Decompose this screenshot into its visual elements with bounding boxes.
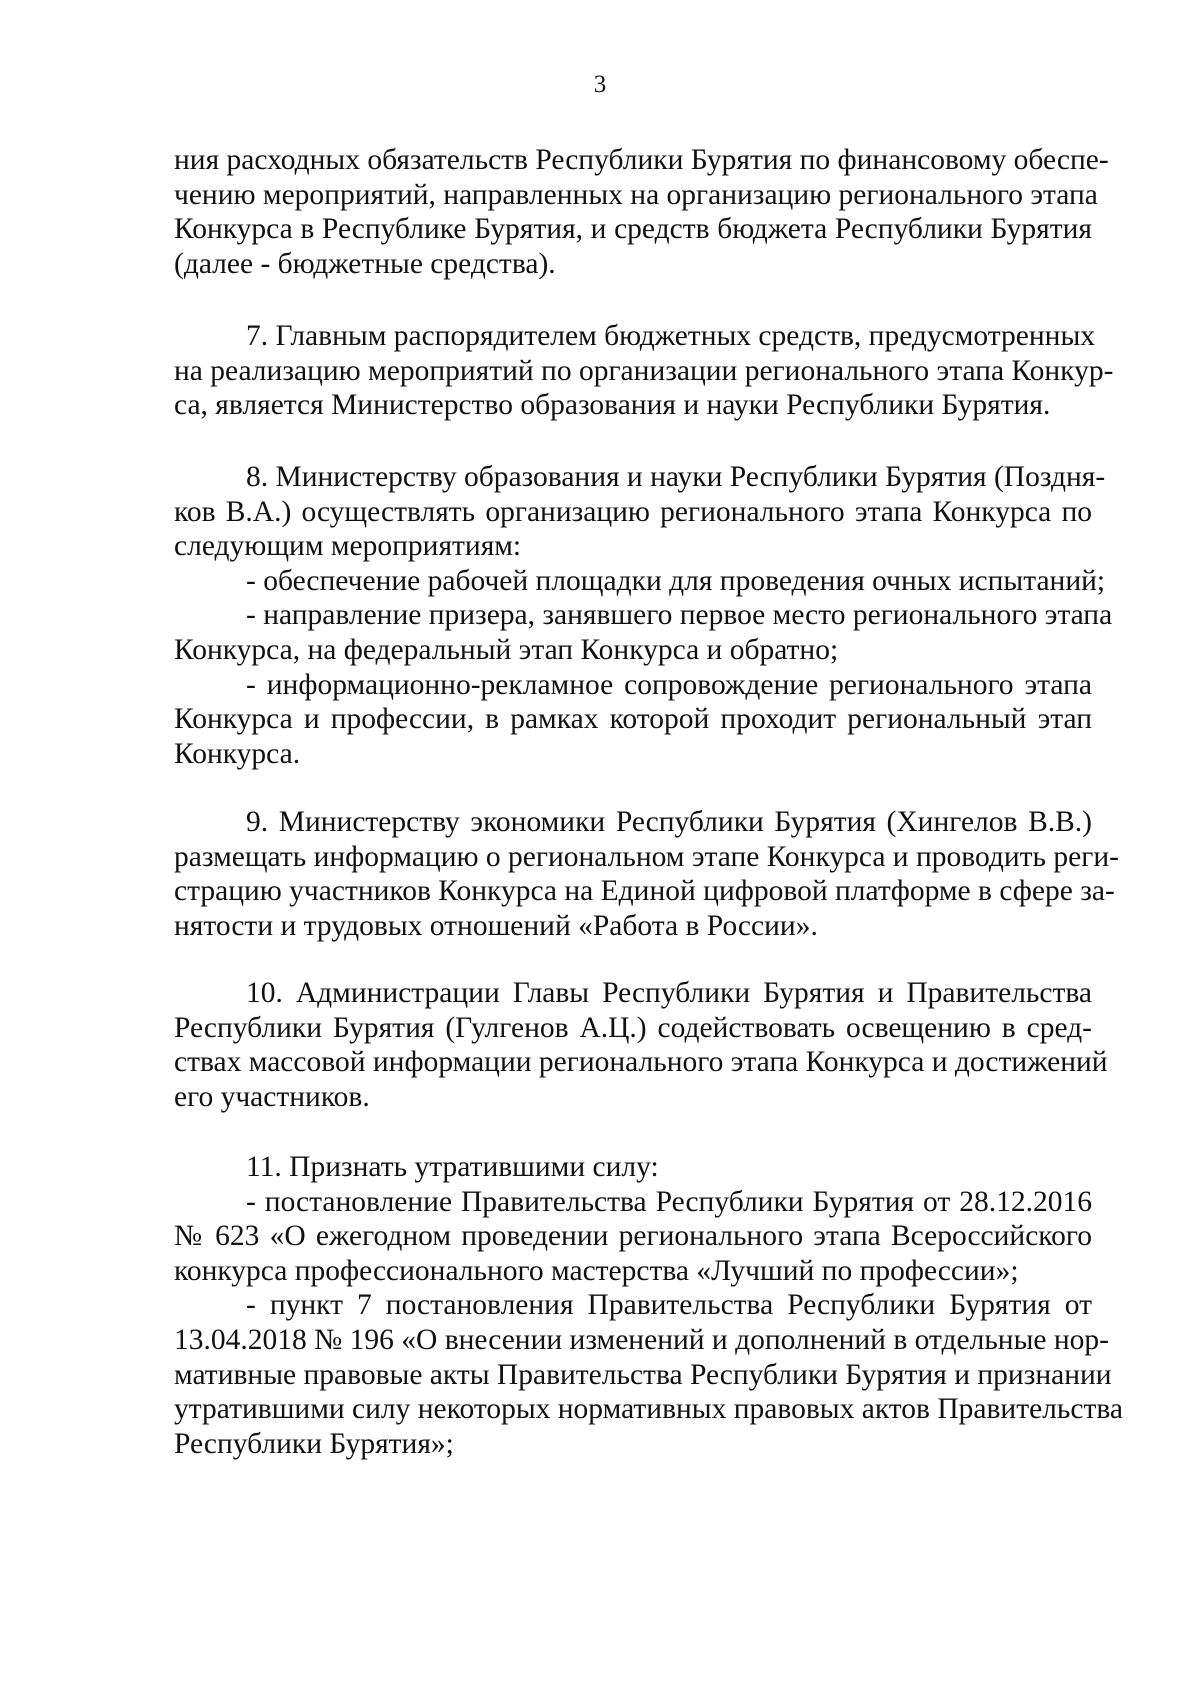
text-line: Республики Бурятия (Гулгенов А.Ц.) содействовать освещению в сред-: [174, 1011, 1092, 1044]
text-line: чению мероприятий, направленных на организацию регионального этапа: [174, 178, 1098, 211]
text-line: ствах массовой информации регионального этапа Конкурса и достижений: [174, 1046, 1108, 1079]
text-line: № 623 «О ежегодном проведении регионального этапа Всероссийского: [174, 1220, 1092, 1253]
text-line: - направление призера, занявшего первое место регионального этапа: [246, 599, 1113, 632]
text-line: 8. Министерству образования и науки Республики Бурятия (Поздня-: [246, 461, 1106, 493]
text-line: - постановление Правительства Республики Бурятия от 28.12.2016: [246, 1185, 1092, 1218]
text-line: - обеспечение рабочей площадки для проведения очных испытаний;: [246, 564, 1106, 597]
text-line: 11. Признать утратившими силу:: [246, 1151, 659, 1183]
text-line: мативные правовые акты Правительства Республики Бурятия и признании: [174, 1358, 1112, 1391]
text-line: страцию участников Конкурса на Единой цифровой платформе в сфере за-: [174, 875, 1115, 908]
text-line: 7. Главным распорядителем бюджетных средств, предусмотренных: [246, 320, 1096, 352]
text-line: утратившими силу некоторых нормативных правовых актов Правительства: [174, 1393, 1123, 1426]
text-line: 13.04.2018 № 196 «О внесении изменений и дополнений в отдельные нор-: [174, 1323, 1109, 1356]
page-number: 3: [593, 71, 607, 98]
text-line: конкурса профессионального мастерства «Лучший по профессии»;: [174, 1254, 1019, 1287]
paragraph-10: [174, 976, 1108, 1114]
text-line: следующим мероприятиям:: [174, 530, 522, 563]
text-line: размещать информацию о региональном этапе Конкурса и проводить реги-: [174, 840, 1119, 873]
text-line: 9. Министерству экономики Республики Бурятия (Хингелов В.В.): [246, 806, 1092, 838]
text-line: 10. Администрации Главы Республики Бурятия и Правительства: [246, 977, 1092, 1009]
text-line: Конкурса, на федеральный этап Конкурса и обратно;: [174, 633, 839, 666]
paragraph-11: [174, 1150, 1123, 1461]
paragraph-7: [174, 319, 1114, 423]
text-line: (далее - бюджетные средства).: [174, 247, 556, 280]
paragraph-8: [174, 460, 1113, 771]
text-line: Конкурса и профессии, в рамках которой проходит региональный этап: [174, 703, 1092, 736]
text-line: - информационно-рекламное сопровождение регионального этапа: [246, 668, 1092, 701]
text-line: его участников.: [174, 1080, 370, 1113]
text-line: на реализацию мероприятий по организации регионального этапа Конкур-: [174, 354, 1114, 387]
text-line: - пункт 7 постановления Правительства Республики Бурятия от: [246, 1289, 1092, 1322]
text-line: ния расходных обязательств Республики Бурятия по финансовому обеспе-: [174, 144, 1109, 176]
paragraph-9: [174, 805, 1119, 943]
text-line: ков В.А.) осуществлять организацию регионального этапа Конкурса по: [174, 495, 1092, 528]
text-line: Конкурса в Республике Бурятия, и средств бюджета Республики Бурятия: [174, 213, 1092, 246]
paragraph-continuation: [174, 143, 1109, 281]
text-line: Конкурса.: [174, 737, 301, 770]
text-line: нятости и трудовых отношений «Работа в России».: [174, 909, 818, 942]
text-line: са, является Министерство образования и науки Республики Бурятия.: [174, 389, 1051, 422]
text-line: Республики Бурятия»;: [174, 1427, 454, 1460]
